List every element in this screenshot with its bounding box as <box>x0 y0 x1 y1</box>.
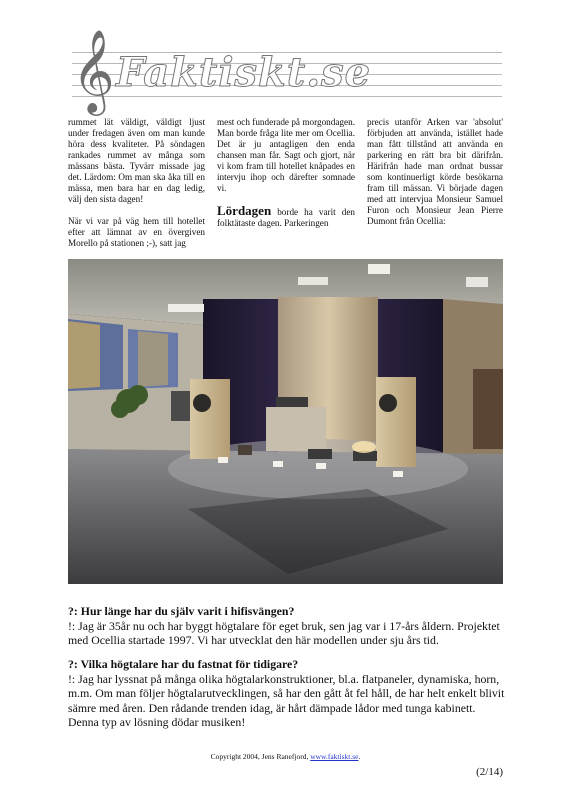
page-footer <box>0 752 571 761</box>
site-link[interactable]: www.faktiskt.se <box>310 752 359 761</box>
text-column-2 <box>217 117 355 240</box>
paragraph: precis utanför Arken var 'absolut' förbjuden att använda, istället hade man fått tillstånd att använda en parkering en rätt bra bit därifrån. Härifrån hade man ordnat bussar som kontinuerligt körde besökarna fram till mässan. Vi började dagen med att intervjua Monsieur Samuel Furon och Monsieur Jean Pierre Dumont från Ocellia: <box>367 117 503 227</box>
footer-period: . <box>358 752 361 761</box>
treble-clef-icon: 𝄞 <box>72 28 115 112</box>
question: ?: Vilka högtalare har du fastnat för tidigare? <box>68 657 299 671</box>
qa-block-2 <box>68 657 508 730</box>
paragraph: När vi var på väg hem till hotellet efter att lämnat av en övergiven Morello på stationen ;-), satt jag <box>68 216 205 249</box>
site-logo: Faktiskt.se <box>116 49 372 96</box>
text-column-1 <box>68 117 205 261</box>
copyright-text: Copyright 2004, Jens Ranefjord, <box>210 752 311 761</box>
answer: !: Jag har lyssnat på många olika högtalarkonstruktioner, bl.a. flatpaneler, dynamiska, horn, m.m. Om man följer högtalarutvecklingen, så har den gått åt fel håll, de har helt enkelt blivit sämre med åren. Den rådande trenden idag, är hårt dämpade lådor med tunga kabinett. Denna typ av lösning dödar musiken! <box>68 671 505 730</box>
paragraph: mest och funderade på morgondagen. Man borde fråga lite mer om Ocellia. Det är ju antagligen den enda chansen man får. Sagt och gjort, när vi kom fram till hotellet knåpades en intervju ihop och därefter somnade vi. <box>217 117 355 194</box>
paragraph-lordagen <box>217 205 355 229</box>
staff-line <box>72 96 502 97</box>
page-header <box>68 28 502 112</box>
text-column-3 <box>367 117 503 238</box>
page-number: (2/14) <box>476 766 503 778</box>
paragraph-text: borde ha varit den folktätaste dagen. Parkeringen <box>217 207 355 229</box>
showroom-photo <box>68 259 503 584</box>
question: ?: Hur länge har du själv varit i hifisvängen? <box>68 604 295 618</box>
answer: !: Jag är 35år nu och har byggt högtalare för eget bruk, sen jag var i 17-års åldern. Projektet med Ocellia startade 1997. Vi har utvecklat den här modellen under sju års tid. <box>68 618 500 648</box>
paragraph: rummet lät väldigt, väldigt ljust under fredagen även om man kunde höra dess kvaliteter. På söndagen rankades rummet av många som mässans bästa. Tyvärr missade jag det. Lärdom: Om man ska åka till en mässa, men bara har en dag ledig, välj den sista dagen! <box>68 117 205 205</box>
qa-block-1 <box>68 604 508 648</box>
lead-word: Lördagen <box>217 203 272 219</box>
